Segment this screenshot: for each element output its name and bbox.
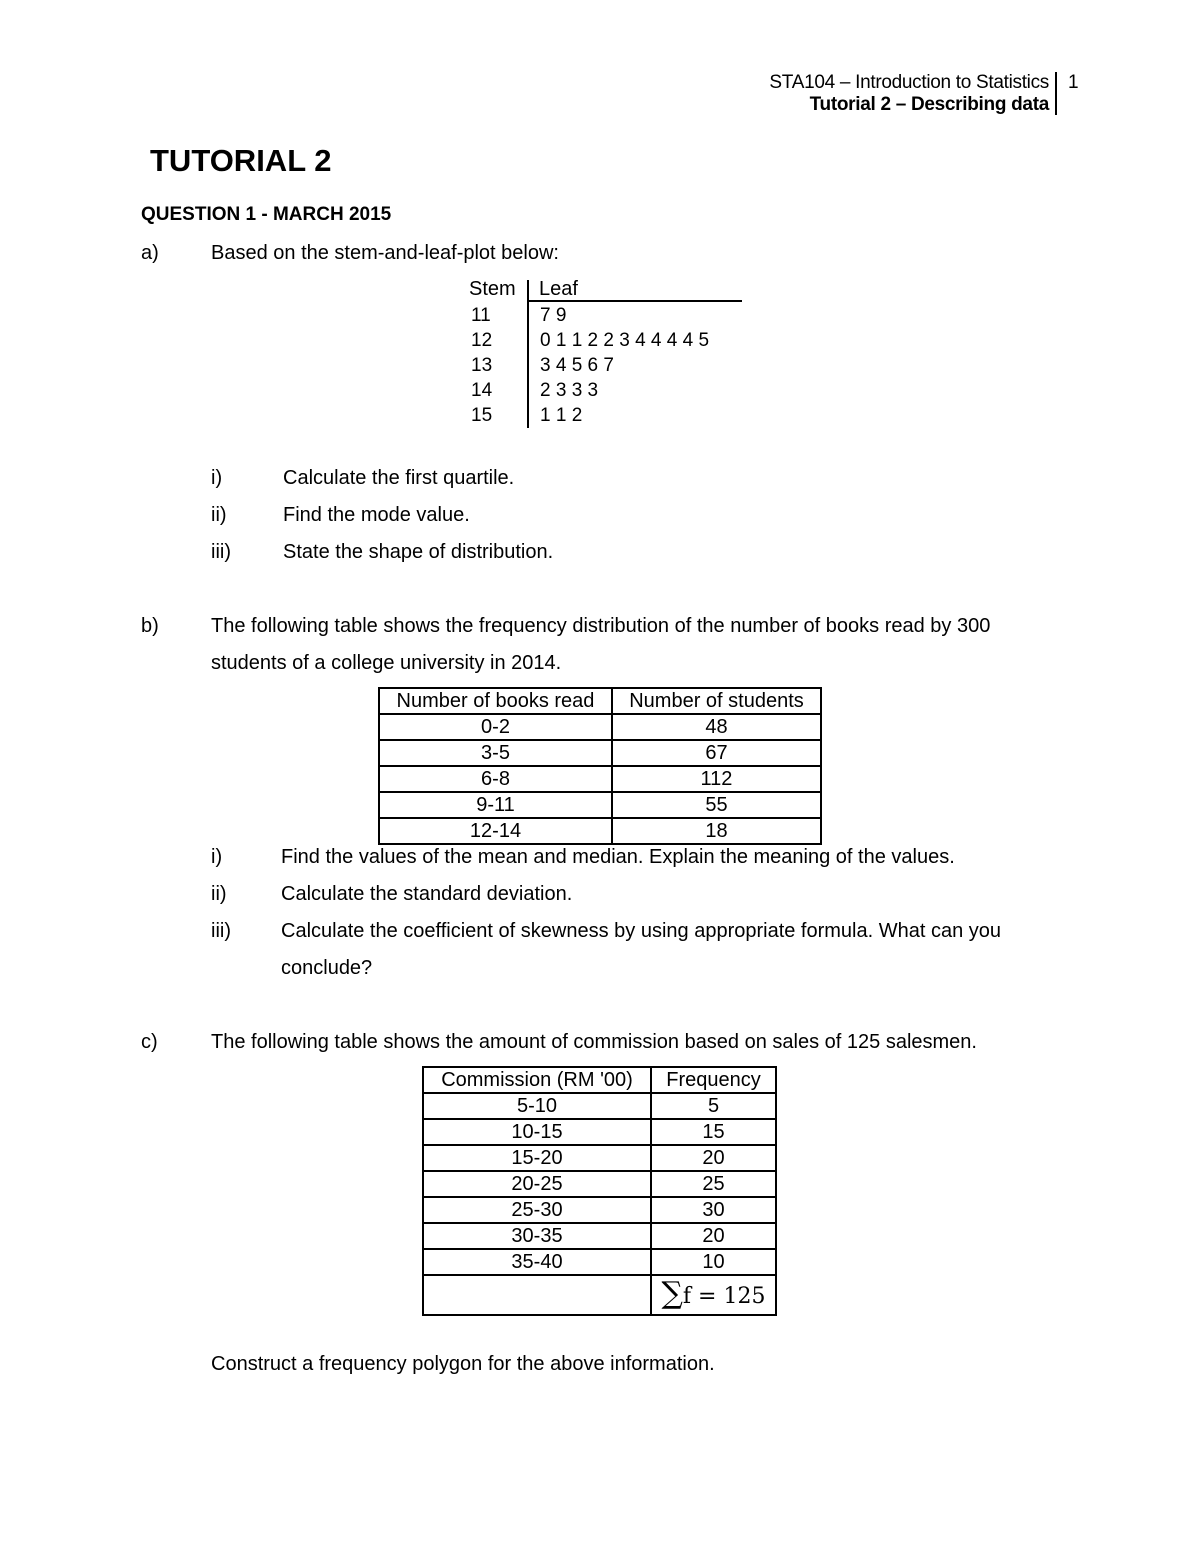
table-header-cell: Frequency	[651, 1067, 776, 1093]
table-cell: 20	[651, 1223, 776, 1249]
part-a-item-text: Calculate the first quartile.	[283, 467, 515, 489]
table-cell: 30-35	[423, 1223, 651, 1249]
stem-value: 14	[471, 380, 493, 401]
table-header-row	[423, 1067, 776, 1093]
table-cell: 112	[612, 766, 821, 792]
table-header-cell: Commission (RM '00)	[423, 1067, 651, 1093]
table-total-row	[423, 1275, 776, 1315]
books-table	[378, 687, 822, 845]
table-cell: 48	[612, 714, 821, 740]
table-cell: 0-2	[379, 714, 612, 740]
leaf-value: 7 9	[540, 305, 567, 326]
table-row	[423, 1249, 776, 1275]
stem-header: Stem	[469, 278, 516, 300]
table-header-cell: Number of students	[612, 688, 821, 714]
stem-value: 15	[471, 405, 493, 426]
table-cell: 6-8	[379, 766, 612, 792]
part-b-item-label: i)	[211, 846, 223, 868]
part-b-label: b)	[141, 615, 159, 637]
frequency-total: f = 125	[682, 1283, 766, 1309]
leaf-value: 0 1 1 2 2 3 4 4 4 4 5	[540, 330, 710, 351]
table-header-row	[379, 688, 821, 714]
leaf-value: 2 3 3 3	[540, 380, 599, 401]
header-divider	[1055, 72, 1057, 115]
part-b-item-text: Calculate the coefficient of skewness by using appropriate formula. What can you	[281, 920, 1002, 942]
part-a-label: a)	[141, 242, 159, 264]
page-number: 1	[1068, 72, 1079, 93]
table-row	[379, 714, 821, 740]
table-cell: 25	[651, 1171, 776, 1197]
table-cell: 12-14	[379, 818, 612, 844]
part-b-item-label: iii)	[211, 920, 231, 942]
table-cell: 9-11	[379, 792, 612, 818]
table-row	[423, 1119, 776, 1145]
table-cell: 3-5	[379, 740, 612, 766]
part-b-text-cont: students of a college university in 2014.	[211, 652, 562, 674]
table-row	[423, 1171, 776, 1197]
table-cell: 67	[612, 740, 821, 766]
part-a-item-text: Find the mode value.	[283, 504, 470, 526]
table-cell: 18	[612, 818, 821, 844]
table-row	[423, 1093, 776, 1119]
tutorial-subtitle: Tutorial 2 – Describing data	[809, 94, 1049, 115]
table-cell: 5-10	[423, 1093, 651, 1119]
table-cell: 35-40	[423, 1249, 651, 1275]
question-heading: QUESTION 1 - MARCH 2015	[141, 204, 392, 225]
part-b-item-text-cont: conclude?	[281, 957, 373, 979]
course-title: STA104 – Introduction to Statistics	[769, 72, 1049, 93]
page-title: TUTORIAL 2	[150, 143, 332, 178]
table-cell-empty	[423, 1275, 651, 1315]
leaf-value: 3 4 5 6 7	[540, 355, 614, 376]
table-row	[379, 818, 821, 844]
stem-value: 11	[471, 305, 491, 326]
stem-value: 12	[471, 330, 493, 351]
table-cell: 10-15	[423, 1119, 651, 1145]
stem-value: 13	[471, 355, 493, 376]
table-row	[423, 1223, 776, 1249]
table-row	[379, 792, 821, 818]
part-a-item-label: i)	[211, 467, 223, 489]
table-row	[379, 740, 821, 766]
part-c-text: The following table shows the amount of commission based on sales of 125 salesmen.	[211, 1031, 977, 1053]
part-b-text: The following table shows the frequency distribution of the number of books read by 300	[211, 615, 991, 637]
table-cell: 25-30	[423, 1197, 651, 1223]
part-c-instruction: Construct a frequency polygon for the above information.	[211, 1353, 715, 1375]
table-cell: 15	[651, 1119, 776, 1145]
table-row	[423, 1145, 776, 1171]
commission-table	[422, 1066, 777, 1316]
table-cell: 30	[651, 1197, 776, 1223]
table-row	[379, 766, 821, 792]
table-cell: 10	[651, 1249, 776, 1275]
part-a-item-label: iii)	[211, 541, 231, 563]
table-header-cell: Number of books read	[379, 688, 612, 714]
stem-leaf-header-rule	[527, 300, 742, 302]
part-c-label: c)	[141, 1031, 158, 1053]
frequency-total-cell	[651, 1275, 776, 1315]
part-a-text: Based on the stem-and-leaf-plot below:	[211, 242, 559, 264]
sigma-symbol: ∑	[661, 1275, 683, 1311]
table-row	[423, 1197, 776, 1223]
part-b-item-text: Find the values of the mean and median. Explain the meaning of the values.	[281, 846, 955, 868]
part-a-item-text: State the shape of distribution.	[283, 541, 554, 563]
part-b-item-text: Calculate the standard deviation.	[281, 883, 573, 905]
table-cell: 5	[651, 1093, 776, 1119]
table-cell: 55	[612, 792, 821, 818]
part-a-item-label: ii)	[211, 504, 227, 526]
table-cell: 15-20	[423, 1145, 651, 1171]
stem-leaf-divider	[527, 280, 529, 428]
table-cell: 20	[651, 1145, 776, 1171]
leaf-value: 1 1 2	[540, 405, 583, 426]
leaf-header: Leaf	[539, 278, 578, 300]
part-b-item-label: ii)	[211, 883, 227, 905]
table-cell: 20-25	[423, 1171, 651, 1197]
